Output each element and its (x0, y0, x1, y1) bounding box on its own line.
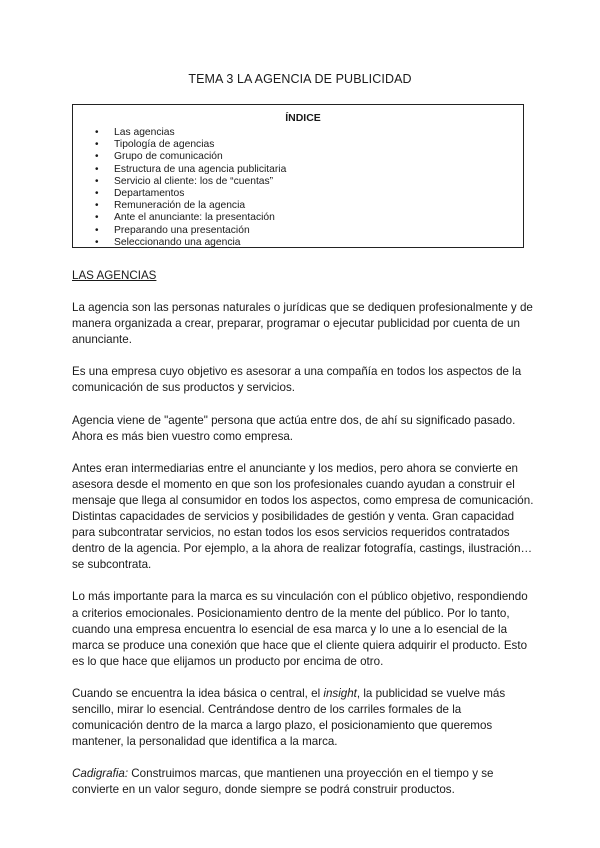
section-heading: LAS AGENCIAS (72, 269, 157, 282)
index-item: • Estructura de una agencia publicitaria (95, 164, 511, 176)
index-item: • Tipología de agencias (95, 139, 511, 151)
insight-text-after: , la publicidad se vuelve más sencillo, mirar lo esencial. Centrándose dentro de los carriles formales de la comunicación dentro de la marca a largo plazo, el posicionamiento que queremos mantener, la personalidad que identifica a la marca. (72, 686, 506, 749)
index-item: • Remuneración de la agencia (95, 200, 511, 212)
index-item: • Departamentos (95, 188, 511, 200)
index-item: • Preparando una presentación (95, 225, 511, 237)
cadigrafia-term: Cadigrafia: (72, 767, 129, 781)
index-item: • Grupo de comunicación (95, 151, 511, 163)
body-content (72, 268, 534, 814)
paragraph-cadigrafia (72, 766, 534, 798)
index-item: • Servicio al cliente: los de “cuentas” (95, 176, 511, 188)
insight-text-before: Cuando se encuentra la idea básica o central, el (72, 686, 324, 700)
index-item: • Seleccionando una agencia (95, 237, 511, 249)
paragraph-role: Antes eran intermediarias entre el anunciante y los medios, pero ahora se convierte en asesora desde el momento en que son los profesionales cuando ayudan a construir el mensaje que llega al consumidor en todos los aspectos, como empresa de comunicación. Distintas capacidades de servicios y posibilidades de gestión y venta. Gran capacidad para subcontratar servicios, no estan todos los esos servicios requeridos contratados dentro de la agencia. Por ejemplo, a la ahora de realizar fotografía, castings, ilustración… se subcontrata. (72, 461, 534, 572)
index-item: • Las agencias (95, 127, 511, 139)
paragraph-insight (72, 686, 534, 750)
page-title: TEMA 3 LA AGENCIA DE PUBLICIDAD (188, 72, 412, 86)
cadigrafia-text: Construimos marcas, que mantienen una proyección en el tiempo y se convierte en un valor seguro, donde siempre se podrá construir productos. (72, 767, 494, 797)
index-item: • Ante el anunciante: la presentación (95, 212, 511, 224)
index-list (95, 127, 511, 249)
index-heading: ÍNDICE (285, 112, 321, 124)
paragraph-objective: Es una empresa cuyo objetivo es asesorar a una compañía en todos los aspectos de la comunicación de sus productos y servicios. (72, 365, 522, 395)
paragraph-brand-link: Lo más importante para la marca es su vinculación con el público objetivo, respondiendo a criterios emocionales. Posicionamiento dentro de la mente del público. Por lo tanto, cuando una empresa encuentra lo esencial de esa marca y lo une a lo esencial de la marca se produce una conexión que hace que el cliente quiera adquirir el producto. Esto es lo que hace que elijamos un producto por encima de otro. (72, 590, 528, 668)
paragraph-definition: La agencia son las personas naturales o jurídicas que se dediquen profesionalmente y de manera organizada a crear, preparar, programar o ejecutar publicidad por cuenta de un anunciante. (72, 301, 533, 347)
index-box (72, 104, 524, 248)
insight-term: insight (323, 686, 357, 700)
paragraph-etymology: Agencia viene de "agente" persona que actúa entre dos, de ahí su significado pasado. Ahora es más bien vuestro como empresa. (72, 413, 516, 443)
